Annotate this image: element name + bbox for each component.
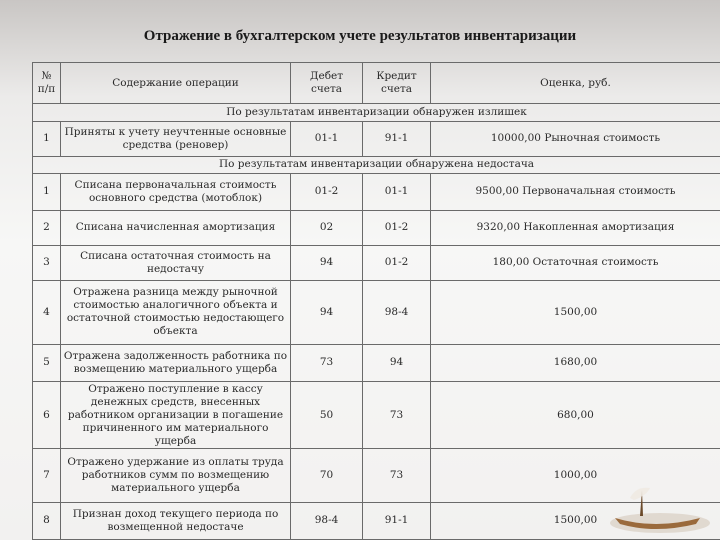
row-num: 5 [33, 344, 61, 381]
header-value: Оценка, руб. [431, 63, 720, 104]
table-row [33, 344, 720, 381]
row-debit: 70 [291, 449, 363, 502]
row-content: Списана первоначальная стоимость основного средства (мотоблок) [61, 173, 291, 210]
table-row [33, 210, 720, 245]
page-title: Отражение в бухгалтерском учете результатов инвентаризации [143, 28, 577, 44]
row-debit: 01-1 [291, 121, 363, 156]
section-row-surplus [33, 104, 720, 121]
table-row [33, 245, 720, 280]
row-debit: 50 [291, 381, 363, 449]
header-credit: Кредит счета [363, 63, 431, 104]
row-num: 4 [33, 280, 61, 344]
row-num: 7 [33, 449, 61, 502]
row-content: Признан доход текущего периода по возмещенной недостаче [61, 502, 291, 539]
section-row-shortage [33, 156, 720, 173]
table-row [33, 280, 720, 344]
row-credit: 98-4 [363, 280, 431, 344]
row-value: 9320,00 Накопленная амортизация [431, 210, 720, 245]
row-content: Отражено поступление в кассу денежных средств, внесенных работником организации в погашение причиненного им материального ущерба [61, 381, 291, 449]
table-row [33, 121, 720, 156]
header-num: № п/п [33, 63, 61, 104]
row-credit: 01-1 [363, 173, 431, 210]
header-content: Содержание операции [61, 63, 291, 104]
header-debit: Дебет счета [291, 63, 363, 104]
row-value: 180,00 Остаточная стоимость [431, 245, 720, 280]
row-value: 1500,00 [431, 280, 720, 344]
decorative-boat-image [600, 468, 710, 538]
table-row [33, 173, 720, 210]
row-debit: 02 [291, 210, 363, 245]
section-shortage: По результатам инвентаризации обнаружена недостача [33, 156, 720, 173]
row-debit: 73 [291, 344, 363, 381]
row-num: 3 [33, 245, 61, 280]
row-credit: 94 [363, 344, 431, 381]
row-num: 8 [33, 502, 61, 539]
row-value: 680,00 [431, 381, 720, 449]
row-content: Списана остаточная стоимость на недостачу [61, 245, 291, 280]
row-credit: 01-2 [363, 245, 431, 280]
row-credit: 91-1 [363, 502, 431, 539]
table-row [33, 381, 720, 449]
row-content: Списана начисленная амортизация [61, 210, 291, 245]
header-row [33, 63, 720, 104]
row-credit: 73 [363, 381, 431, 449]
row-num: 2 [33, 210, 61, 245]
row-value: 1500,00 [431, 502, 720, 539]
section-surplus: По результатам инвентаризации обнаружен излишек [33, 104, 720, 121]
row-debit: 01-2 [291, 173, 363, 210]
row-debit: 98-4 [291, 502, 363, 539]
row-content: Приняты к учету неучтенные основные средства (реновер) [61, 121, 291, 156]
row-debit: 94 [291, 280, 363, 344]
row-debit: 94 [291, 245, 363, 280]
row-credit: 01-2 [363, 210, 431, 245]
row-value: 1000,00 [431, 449, 720, 502]
row-value: 10000,00 Рыночная стоимость [431, 121, 720, 156]
row-num: 1 [33, 173, 61, 210]
row-num: 1 [33, 121, 61, 156]
row-content: Отражена разница между рыночной стоимостью аналогичного объекта и остаточной стоимостью недостающего объекта [61, 280, 291, 344]
row-content: Отражено удержание из оплаты труда работников сумм по возмещению материального ущерба [61, 449, 291, 502]
row-credit: 73 [363, 449, 431, 502]
row-value: 1680,00 [431, 344, 720, 381]
row-value: 9500,00 Первоначальная стоимость [431, 173, 720, 210]
row-credit: 91-1 [363, 121, 431, 156]
row-num: 6 [33, 381, 61, 449]
row-content: Отражена задолженность работника по возмещению материального ущерба [61, 344, 291, 381]
